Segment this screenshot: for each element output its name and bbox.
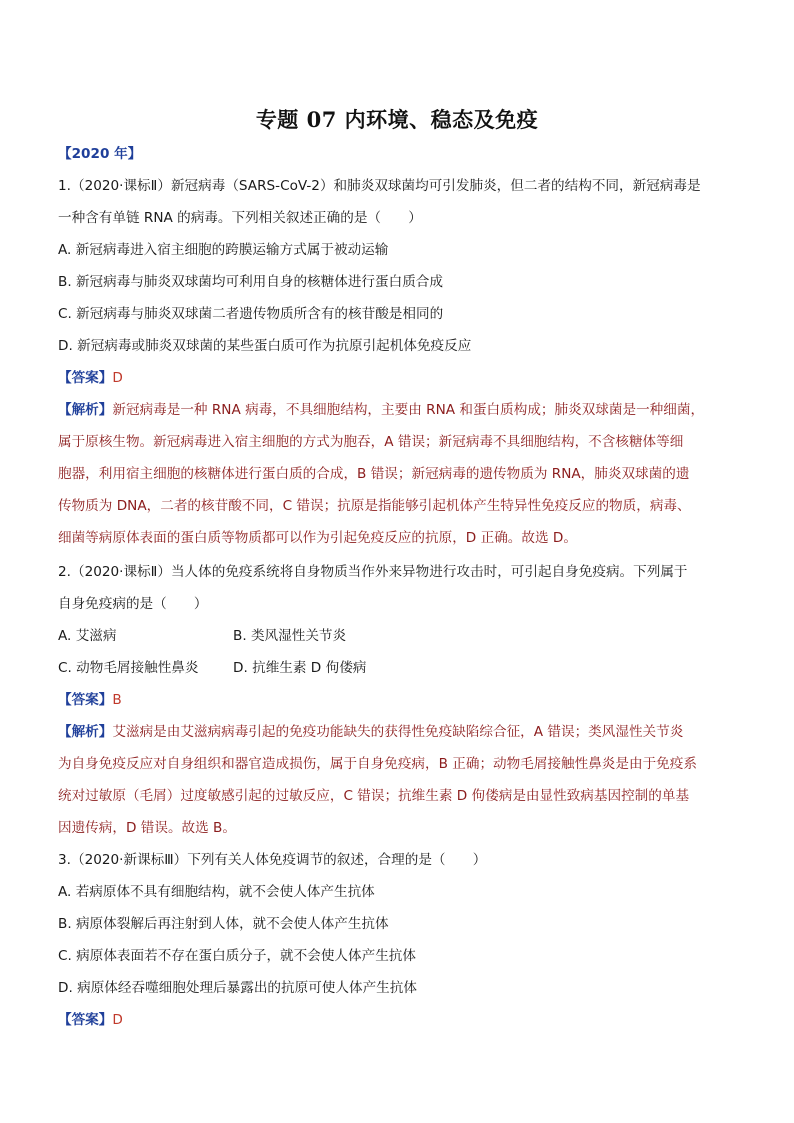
q1-analysis-line5: 细菌等病原体表面的蛋白质等物质都可以作为引起免疫反应的抗原，D 正确。故选 D。: [58, 530, 577, 546]
q3-option-b: B. 病原体裂解后再注射到人体，就不会使人体产生抗体: [58, 916, 389, 932]
q2-option-a: A. 艾滋病: [58, 628, 117, 644]
q2-option-d: D. 抗维生素 D 佝偻病: [233, 660, 367, 676]
q1-stem-line1: 1.（2020·课标Ⅱ）新冠病毒（SARS-CoV-2）和肺炎双球菌均可引发肺炎，但二者的结构不同，新冠病毒是: [58, 178, 701, 194]
answer-value: D: [112, 370, 123, 386]
section-heading-2020: 【2020 年】: [58, 146, 142, 162]
q1-option-c: C. 新冠病毒与肺炎双球菌二者遗传物质所含有的核苷酸是相同的: [58, 306, 444, 322]
q2-stem-line1: 2.（2020·课标Ⅱ）当人体的免疫系统将自身物质当作外来异物进行攻击时，可引起自身免疫病。下列属于: [58, 564, 688, 580]
answer-tag: 【答案】: [58, 692, 113, 708]
q1-analysis-line2: 属于原核生物。新冠病毒进入宿主细胞的方式为胞吞，A 错误；新冠病毒不具细胞结构，不含核糖体等细: [58, 434, 684, 450]
q2-options-row1: [58, 626, 738, 646]
q3-answer: [58, 1010, 738, 1030]
q3-option-a: A. 若病原体不具有细胞结构，就不会使人体产生抗体: [58, 884, 375, 900]
q2-analysis-line4: 因遗传病，D 错误。故选 B。: [58, 820, 236, 836]
q2-option-c: C. 动物毛屑接触性鼻炎: [58, 660, 199, 676]
q1-analysis-line1: [58, 400, 738, 420]
analysis-text: 新冠病毒是一种 RNA 病毒，不具细胞结构，主要由 RNA 和蛋白质构成；肺炎双球菌是一种细菌，: [112, 402, 705, 418]
q2-options-row2: [58, 658, 738, 678]
answer-value: D: [112, 1012, 123, 1028]
answer-tag: 【答案】: [58, 370, 113, 386]
q1-option-d: D. 新冠病毒或肺炎双球菌的某些蛋白质可作为抗原引起机体免疫反应: [58, 338, 472, 354]
q2-answer: [58, 690, 738, 710]
q3-option-d: D. 病原体经吞噬细胞处理后暴露出的抗原可使人体产生抗体: [58, 980, 417, 996]
analysis-tag: 【解析】: [58, 724, 113, 740]
q1-option-a: A. 新冠病毒进入宿主细胞的跨膜运输方式属于被动运输: [58, 242, 389, 258]
q2-option-b: B. 类风湿性关节炎: [233, 628, 347, 644]
page-title: 专题 07 内环境、稳态及免疫: [255, 107, 539, 132]
analysis-text: 艾滋病是由艾滋病病毒引起的免疫功能缺失的获得性免疫缺陷综合征，A 错误；类风湿性关节炎: [112, 724, 684, 740]
q2-analysis-line3: 统对过敏原（毛屑）过度敏感引起的过敏反应，C 错误；抗维生素 D 佝偻病是由显性致病基因控制的单基: [58, 788, 690, 804]
q2-stem-line2: 自身免疫病的是（ ）: [58, 596, 208, 612]
q3-option-c: C. 病原体表面若不存在蛋白质分子，就不会使人体产生抗体: [58, 948, 416, 964]
q2-analysis-line1: [58, 722, 738, 742]
analysis-tag: 【解析】: [58, 402, 113, 418]
q1-analysis-line3: 胞器，利用宿主细胞的核糖体进行蛋白质的合成，B 错误；新冠病毒的遗传物质为 RNA，肺炎双球菌的遗: [58, 466, 690, 482]
answer-value: B: [112, 692, 122, 708]
q1-answer: [58, 368, 738, 388]
answer-tag: 【答案】: [58, 1012, 113, 1028]
q1-analysis-line4: 传物质为 DNA，二者的核苷酸不同，C 错误；抗原是指能够引起机体产生特异性免疫反应的物质，病毒、: [58, 498, 691, 514]
q1-stem-line2: 一种含有单链 RNA 的病毒。下列相关叙述正确的是（ ）: [58, 210, 422, 226]
q3-stem: 3.（2020·新课标Ⅲ）下列有关人体免疫调节的叙述，合理的是（ ）: [58, 852, 487, 868]
q1-option-b: B. 新冠病毒与肺炎双球菌均可利用自身的核糖体进行蛋白质合成: [58, 274, 443, 290]
q2-analysis-line2: 为自身免疫反应对自身组织和器官造成损伤，属于自身免疫病，B 正确；动物毛屑接触性鼻炎是由于免疫系: [58, 756, 697, 772]
